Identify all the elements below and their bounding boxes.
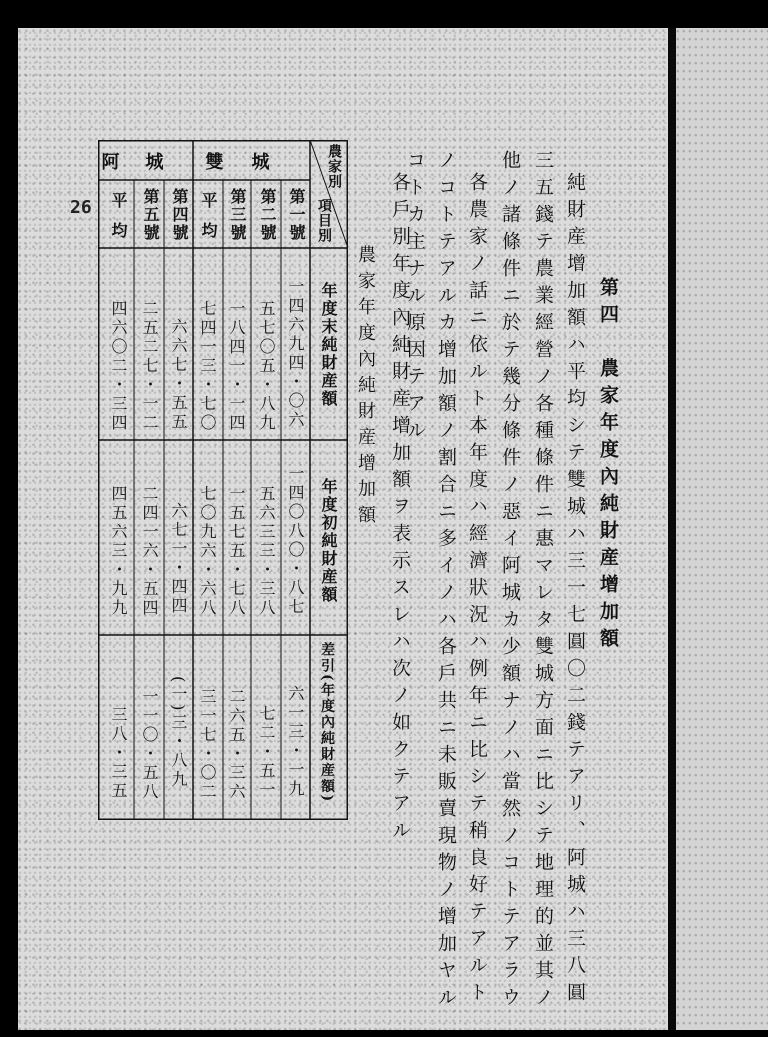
table-cell: 一八四一・一四 [227, 300, 246, 433]
section-heading: 第四 農家年度內純財産增加額 [597, 277, 619, 655]
right-page-edge [676, 28, 768, 1030]
row-label: 平均 [109, 192, 128, 252]
paragraph-line: 純財産增加額ハ平均シテ雙城ハ三一七圓〇二錢テアリ、阿城ハ三八圓 [564, 172, 586, 1009]
group-header-shuangcheng: 雙城 [205, 152, 298, 173]
table-cell: 六七一・四四 [169, 502, 188, 616]
page-gutter [668, 28, 676, 1030]
table-cell: 七〇九六・六八 [198, 485, 217, 618]
table-cell: 二五二七・一二 [140, 300, 159, 433]
table-cell: 七二・五一 [257, 705, 276, 800]
paragraph-line: 他ノ諸條件ニ於テ幾分條件ノ惡イ阿城カ少額ナノハ當然ノコトテアラウ [499, 150, 521, 1014]
table-cell: 五七〇五・八九 [257, 300, 276, 433]
table-cell: 四六〇二・三四 [109, 300, 128, 433]
table-cell: 四五六三・九九 [109, 485, 128, 618]
table-cell: 五六三三・三八 [257, 485, 276, 618]
table-cell: (一)三・八九 [169, 676, 188, 790]
table-grid-lines [98, 140, 348, 820]
table-cell: 一五七五・七八 [227, 485, 246, 618]
table-cell: 二四一六・五四 [140, 485, 159, 618]
table-cell: 三八・三五 [109, 706, 128, 801]
row-label: 第一號 [287, 188, 306, 242]
paragraph-line: 各農家ノ話ニ依ルト本年度ハ經濟狀況ハ例年ニ比シテ稍良好テアルト [466, 172, 488, 1009]
data-table [98, 140, 348, 820]
row-label: 第五號 [141, 188, 160, 242]
table-cell: 一四〇八〇・八七 [286, 465, 305, 617]
row-label: 第二號 [258, 188, 277, 242]
table-cell: 一四六九四・〇六 [286, 278, 305, 430]
page-number: 26 [70, 197, 92, 218]
row-label: 平均 [199, 192, 218, 252]
column-header-year-end: 年度末純財産額 [319, 282, 338, 408]
table-cell: 二六五・三六 [227, 688, 246, 802]
corner-label-household: 農家別 [326, 144, 342, 189]
table-cell: 一一〇・五八 [140, 688, 159, 802]
row-label: 第四號 [170, 188, 189, 242]
table-caption: 農家年度內純財産增加額 [355, 245, 376, 531]
row-label: 第三號 [228, 188, 247, 242]
table-cell: 六六七・五五 [169, 318, 188, 432]
column-header-year-start: 年度初純財産額 [319, 478, 338, 604]
table-cell: 六一三・一九 [286, 685, 305, 799]
corner-label-item: 項目別 [316, 198, 332, 243]
table-cell: 七四一三・七〇 [198, 300, 217, 433]
paragraph-line: 各戶別年度內純財産增加額ヲ表示スレハ次ノ如クテアル [389, 172, 411, 847]
group-header-acheng: 阿城 [101, 152, 190, 173]
paragraph-line: 三五錢テ農業經營ノ各種條件ニ惠マレタ雙城方面ニ比シテ地理的並其ノ [532, 150, 554, 1014]
table-cell: 三一七・〇二 [198, 688, 217, 802]
paragraph-line: コトカ主ナル原因テアル [404, 150, 426, 447]
column-header-difference: 差引(年度內純財産額) [319, 642, 335, 804]
paragraph-line: ノコトテアルカ增加額ノ割合ニ多イノハ各戶共ニ未販賣現物ノ增加ヤル [435, 150, 457, 1014]
